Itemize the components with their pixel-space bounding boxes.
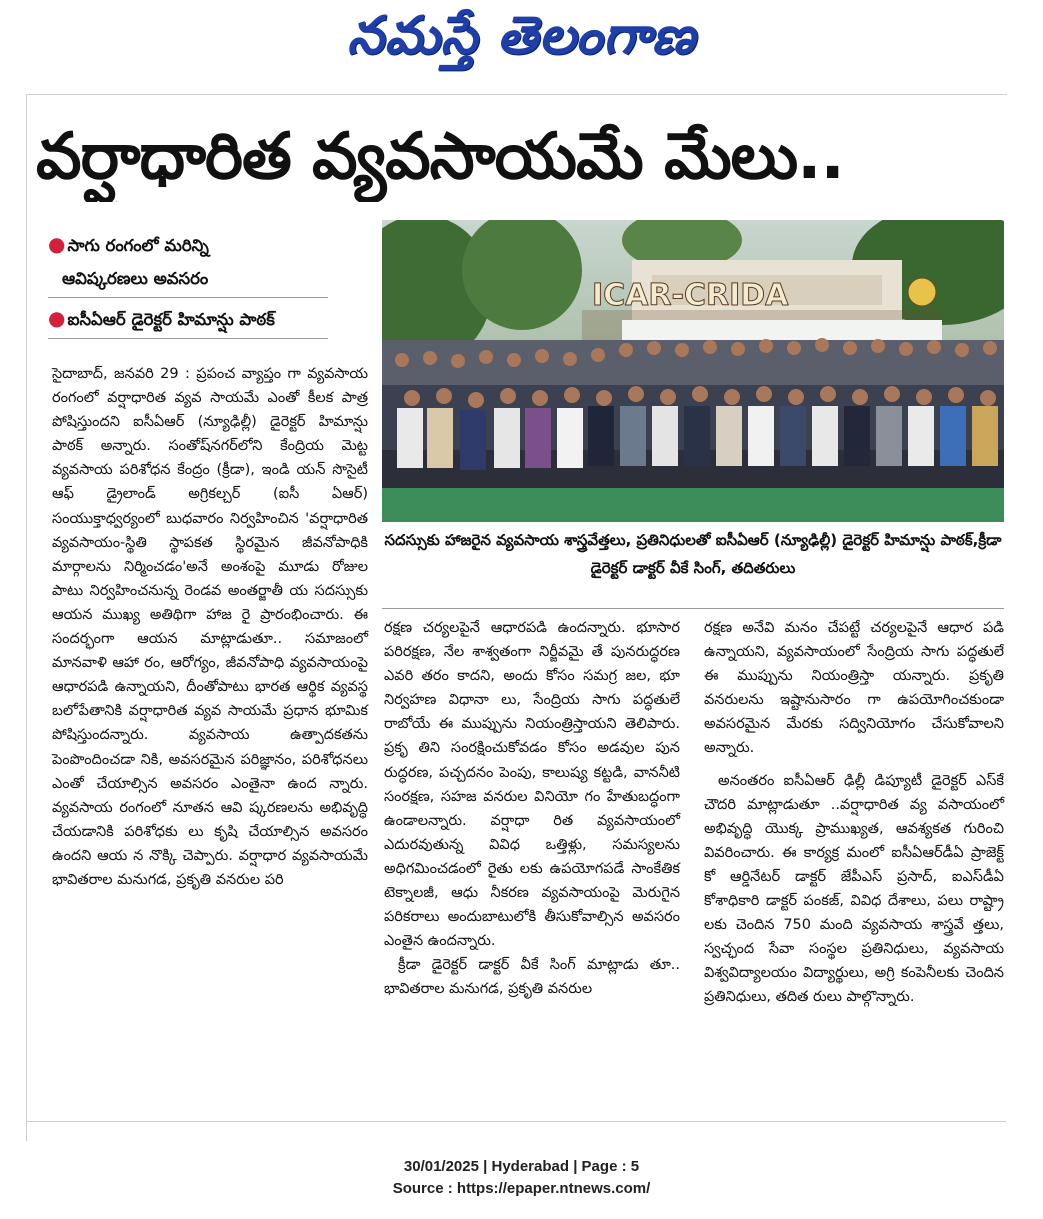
banner-text: ICAR-CRIDA (592, 278, 789, 313)
group-photo (382, 220, 1004, 522)
masthead (0, 0, 1043, 80)
paragraph: సైదాబాద్, జనవరి 29 : ప్రపంచ వ్యాప్తం గా వ్యవసాయ రంగంలో వర్షాధారిత వ్యవ సాయమే ఎంతో కీలక పాత్ర పోషిస్తుందని ఐసీఏఆర్ (న్యూఢిల్లీ) డైరెక్టర్ హిమాన్షు పాఠక్ అన్నారు. సంతోష్‌నగర్‌లోని కేంద్రియ మెట్ట వ్యవసాయ పరిశోధన కేంద్రం (క్రీడా), ఇండి యన్ సొసైటీ ఆఫ్ డ్రైలాండ్ అగ్రికల్చర్ (ఐసీ ఏఆర్) సంయుక్తాధ్వర్యంలో బుధవారం నిర్వహించిన 'వర్షాధారిత వ్యవసాయం-స్థితి స్థాపకత స్థిరమైన జీవనోపాధికి మార్గాలను నిర్మించడం'అనే అంశంపై మూడు రోజుల పాటు నిర్వహించనున్న రెండవ అంతర్జాతీ య సదస్సుకు ఆయన ముఖ్య అతిథిగా హాజ రై ప్రారంభించారు. ఈ సందర్భంగా ఆయన మాట్లాడుతూ.. సమాజంలో మానవాళి ఆహా రం, ఆరోగ్యం, జీవనోపాధి వ్యవసాయంపై ఆధారపడి ఉన్నాయని, దీంతోపాటు భారత ఆర్థిక వ్యవస్థ బలోపేతానికి వర్షాధారిత వ్యవ సాయమే ప్రధాన భూమిక పోషిస్తుందన్నారు. వ్యవసాయ ఉత్పాదకతను పెంపొందించడా నికి, అవసరమైన పరిజ్ఞానం, పరిశోధనలు ఎంతో చేయాల్సిన అవసరం ఎంతైనా ఉంద న్నారు. వ్యవసాయ రంగంలో నూతన ఆవి ష్కరణలను అభివృద్ధి చేయడానికి పరిశోధకు లు కృషి చేయాల్సిన అవసరం ఉందని ఆయ న నొక్కి చెప్పారు. వర్షాధార వ్యవసాయమే భావితరాల మనుగడ, ప్రకృతి వనరుల పరి (52, 366, 368, 888)
paragraph: క్రీడా డైరెక్టర్ డాక్టర్ వీకే సింగ్ మాట్లాడు తూ.. భావితరాల మనుగడ, ప్రకృతి వనరుల (384, 957, 680, 998)
paragraph: అనంతరం ఐసీఏఆర్ ఢిల్లీ డిప్యూటీ డైరెక్టర్ ఎస్‌కే చౌదరి మాట్లాడుతూ ..వర్షాధారిత వ్య వసాయంలో అభివృద్ధి యొక్క ప్రాముఖ్యత, ఆవశ్యకత గురించి వివరించారు. ఈ కార్యక్ర మంలో ఐసీఏఆర్‌డీఏ ప్రాజెక్ట్ కో ఆర్డినేటర్ డాక్టర్ జేపీఎస్ ప్రసాద్, ఐఎస్‌డీఏ కోశాధికారి డాక్టర్ పంకజ్, వివిధ దేశాలు, పలు రాష్ట్రా లకు చెందిన 750 మంది వ్యవసాయ శాస్త్రవే త్తలు, స్వచ్ఛంద సేవా సంస్థల ప్రతినిధులు, వ్యవసాయ విశ్వవిద్యాలయం విద్యార్థులు, అగ్రి కంపెనీలకు చెందిన ప్రతినిధులు, తదిత రులు పాల్గొన్నారు. (704, 772, 1004, 1006)
headline: వర్షాధారిత వ్యవసాయమే మేలు.. (36, 120, 844, 194)
divider (26, 1121, 1006, 1122)
paragraph: రక్షణ అనేవి మనం చేపట్టే చర్యలపైనే ఆధార పడి ఉన్నాయని, వ్యవసాయంలో సేంద్రియ సాగు పద్ధతులే ఈ ముప్పును నియంత్రిస్తా యన్నారు. ప్రకృతి వనరులను ఇష్టానుసారం గా ఉపయోగించకుండా అవసరమైన మేరకు సద్వినియోగం చేసుకోవాలని అన్నారు. (704, 620, 1004, 757)
bullet-icon: ● (48, 232, 66, 256)
divider (48, 338, 328, 339)
edition-info: 30/01/2025 | Hyderabad | Page : 5 (403, 1158, 640, 1175)
article-column-2 (384, 616, 680, 1002)
subhead-2: ● ఐసీఏఆర్ డైరెక్టర్ హిమాన్షు పాఠక్ (48, 306, 275, 330)
article-column-1 (52, 362, 368, 892)
footer (0, 1156, 1043, 1200)
article-column-3 (704, 616, 1004, 1010)
masthead-logo: నమస్తే తెలంగాణ (347, 6, 696, 66)
photo-caption: సదస్సుకు హాజరైన వ్యవసాయ శాస్త్రవేత్తలు, ప్రతినిధులతో ఐసీఏఆర్ (న్యూఢిల్లీ) డైరెక్టర్ హిమాన్షు పాఠక్,క్రీడా డైరెక్టర్ డాక్టర్ వీకే సింగ్, తదితరులు (384, 531, 1002, 577)
paragraph: రక్షణ చర్యలపైనే ఆధారపడి ఉందన్నారు. భూసార పరిరక్షణ, నేల శాశ్వతంగా నిర్జీవమై తే పునరుద్ధరణ ఎవరి తరం కాదని, అందు కోసం సమగ్ర జల, భూ నిర్వహణ విధానా లు, సేంద్రియ సాగు పద్ధతులే రాబోయే ఈ ముప్పును నియంత్రిస్తాయని తెలిపారు. ప్రకృ తిని సంరక్షించుకోవడం కోసం అడవుల పున రుద్ధరణ, పచ్చదనం పెంపు, కాలుష్య కట్టడి, వాననీటి సంరక్షణ, సహజ వనరుల వినియో గం హేతుబద్ధంగా ఉండాలన్నారు. వర్షాధా రిత వ్యవసాయంలో ఎదురవుతున్న వివిధ ఒత్తిళ్లు, సమస్యలను అధిగమించడంలో రైతు లకు ఉపయోగపడే సాంకేతిక టెక్నాలజీ, ఆధు నీకరణ వ్యవసాయంపై మెరుగైన పరికరాలు అందుబాటులోకి తీసుకోవాల్సిన అవసరం ఎంతైన ఉందన్నారు. (384, 620, 680, 950)
divider (382, 608, 1004, 609)
subhead-1-cont: ఆవిష్కరణలు అవసరం (62, 269, 209, 288)
subhead-1: ● సాగు రంగంలో మరిన్ని (48, 232, 209, 256)
source-link[interactable]: Source : https://epaper.ntnews.com/ (392, 1180, 651, 1197)
bullet-icon: ● (48, 306, 66, 330)
divider (48, 297, 328, 298)
subheadings (48, 228, 378, 343)
